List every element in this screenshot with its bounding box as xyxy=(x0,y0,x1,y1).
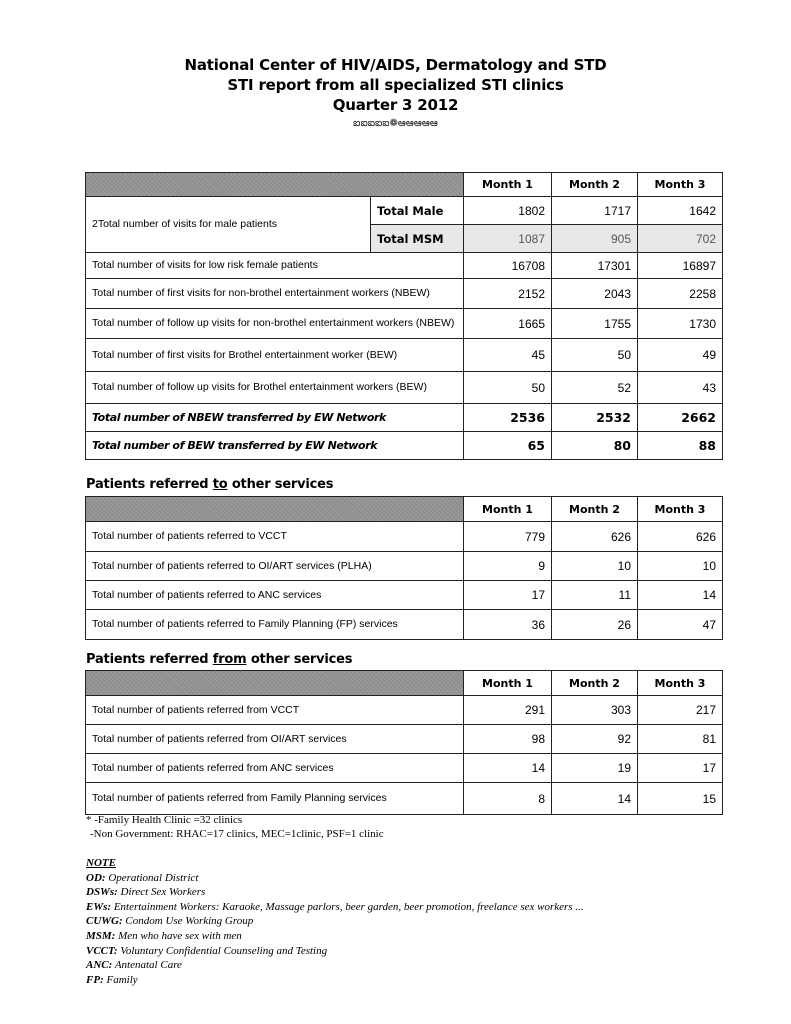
row-label: Total number of patients referred to Family Planning (FP) services xyxy=(86,610,464,640)
value-cell: 2043 xyxy=(552,279,638,309)
report-title-line2: STI report from all specialized STI clinics xyxy=(227,76,564,94)
month-2-header: Month 2 xyxy=(552,497,638,522)
note-item: MSM: Men who have sex with men xyxy=(86,929,242,942)
table-row-total xyxy=(86,404,723,432)
value-cell: 2662 xyxy=(638,404,723,432)
value-cell: 1802 xyxy=(464,197,552,225)
value-cell: 905 xyxy=(552,225,638,253)
note-item: DSWs: Direct Sex Workers xyxy=(86,886,206,899)
table-row xyxy=(86,552,723,581)
value-cell: 626 xyxy=(552,522,638,552)
value-cell: 26 xyxy=(552,610,638,640)
value-cell: 8 xyxy=(464,783,552,815)
row-label: Total number of patients referred from ANC services xyxy=(86,754,464,783)
month-2-header: Month 2 xyxy=(552,173,638,197)
value-cell: 98 xyxy=(464,725,552,754)
footnote-line1: * -Family Health Clinic =32 clinics xyxy=(86,814,243,826)
value-cell: 47 xyxy=(638,610,723,640)
value-cell: 1087 xyxy=(464,225,552,253)
month-1-header: Month 1 xyxy=(464,173,552,197)
section-title-referred-to: Patients referred to other services xyxy=(86,477,334,492)
value-cell: 45 xyxy=(464,339,552,372)
table-row xyxy=(86,783,723,815)
table-header-row xyxy=(86,497,723,522)
value-cell: 702 xyxy=(638,225,723,253)
value-cell: 50 xyxy=(552,339,638,372)
ornament-divider-icon: ఐఐఐఐఐ❁ఆఆఆఆఆ xyxy=(353,118,438,129)
value-cell: 9 xyxy=(464,552,552,581)
month-3-header: Month 3 xyxy=(638,497,723,522)
footnote-line2: -Non Government: RHAC=17 clinics, MEC=1clinic, PSF=1 clinic xyxy=(90,828,384,840)
header-blank-cell xyxy=(86,173,464,197)
report-title-line1: National Center of HIV/AIDS, Dermatology and STD xyxy=(184,56,607,74)
table-row-total xyxy=(86,432,723,460)
report-header xyxy=(0,55,791,131)
table-row xyxy=(86,253,723,279)
visits-table xyxy=(85,172,723,460)
month-1-header: Month 1 xyxy=(464,497,552,522)
value-cell: 49 xyxy=(638,339,723,372)
value-cell: 1755 xyxy=(552,309,638,339)
value-cell: 36 xyxy=(464,610,552,640)
value-cell: 16897 xyxy=(638,253,723,279)
note-item: EWs: Entertainment Workers: Karaoke, Massage parlors, beer garden, beer promotion, freelance sex workers ... xyxy=(86,900,584,913)
note-item: ANC: Antenatal Care xyxy=(86,959,182,972)
value-cell: 779 xyxy=(464,522,552,552)
value-cell: 52 xyxy=(552,372,638,404)
table-row xyxy=(86,279,723,309)
row-label: Total number of visits for low risk female patients xyxy=(86,253,464,279)
table-row xyxy=(86,339,723,372)
value-cell: 16708 xyxy=(464,253,552,279)
value-cell: 14 xyxy=(552,783,638,815)
sub-label-total-msm: Total MSM xyxy=(371,225,464,253)
value-cell: 2536 xyxy=(464,404,552,432)
value-cell: 92 xyxy=(552,725,638,754)
table-row xyxy=(86,581,723,610)
table-header-row xyxy=(86,173,723,197)
value-cell: 15 xyxy=(638,783,723,815)
table-header-row xyxy=(86,671,723,696)
value-cell: 17 xyxy=(464,581,552,610)
table-row xyxy=(86,725,723,754)
row-label: Total number of patients referred from OI/ART services xyxy=(86,725,464,754)
note-item: FP: Family xyxy=(86,973,138,986)
value-cell: 88 xyxy=(638,432,723,460)
sub-label-total-male: Total Male xyxy=(371,197,464,225)
section-title-referred-from: Patients referred from other services xyxy=(86,652,353,667)
value-cell: 80 xyxy=(552,432,638,460)
month-2-header: Month 2 xyxy=(552,671,638,696)
row-label: Total number of NBEW transferred by EW Network xyxy=(86,404,464,432)
row-label: Total number of follow up visits for Brothel entertainment workers (BEW) xyxy=(86,372,464,404)
row-label: Total number of patients referred from Family Planning services xyxy=(86,783,464,815)
value-cell: 1730 xyxy=(638,309,723,339)
row-label: Total number of first visits for Brothel entertainment worker (BEW) xyxy=(86,339,464,372)
row-label: Total number of patients referred from VCCT xyxy=(86,696,464,725)
note-item: OD: Operational District xyxy=(86,871,199,884)
value-cell: 2152 xyxy=(464,279,552,309)
header-blank-cell xyxy=(86,671,464,696)
month-1-header: Month 1 xyxy=(464,671,552,696)
value-cell: 10 xyxy=(638,552,723,581)
table-row xyxy=(86,522,723,552)
value-cell: 17301 xyxy=(552,253,638,279)
row-label: 2Total number of visits for male patients xyxy=(86,197,371,253)
value-cell: 291 xyxy=(464,696,552,725)
row-label: Total number of first visits for non-brothel entertainment workers (NBEW) xyxy=(86,279,464,309)
report-title-line3: Quarter 3 2012 xyxy=(332,96,459,114)
row-label: Total number of patients referred to OI/ART services (PLHA) xyxy=(86,552,464,581)
row-label: Total number of patients referred to ANC services xyxy=(86,581,464,610)
value-cell: 1642 xyxy=(638,197,723,225)
table-row xyxy=(86,372,723,404)
value-cell: 303 xyxy=(552,696,638,725)
value-cell: 1717 xyxy=(552,197,638,225)
table-row xyxy=(86,754,723,783)
header-blank-cell xyxy=(86,497,464,522)
notes-heading: NOTE xyxy=(86,857,116,869)
value-cell: 65 xyxy=(464,432,552,460)
value-cell: 14 xyxy=(464,754,552,783)
notes-block xyxy=(86,856,584,987)
value-cell: 17 xyxy=(638,754,723,783)
table-row xyxy=(86,309,723,339)
table-row xyxy=(86,610,723,640)
table-row xyxy=(86,197,723,225)
referred-to-table xyxy=(85,496,723,640)
month-3-header: Month 3 xyxy=(638,173,723,197)
row-label: Total number of patients referred to VCCT xyxy=(86,522,464,552)
value-cell: 81 xyxy=(638,725,723,754)
value-cell: 1665 xyxy=(464,309,552,339)
value-cell: 50 xyxy=(464,372,552,404)
value-cell: 14 xyxy=(638,581,723,610)
value-cell: 43 xyxy=(638,372,723,404)
referred-from-table xyxy=(85,670,723,815)
value-cell: 19 xyxy=(552,754,638,783)
value-cell: 11 xyxy=(552,581,638,610)
value-cell: 2532 xyxy=(552,404,638,432)
month-3-header: Month 3 xyxy=(638,671,723,696)
value-cell: 10 xyxy=(552,552,638,581)
row-label: Total number of follow up visits for non-brothel entertainment workers (NBEW) xyxy=(86,309,464,339)
table-row xyxy=(86,696,723,725)
value-cell: 626 xyxy=(638,522,723,552)
note-item: VCCT: Voluntary Confidential Counseling and Testing xyxy=(86,944,328,957)
row-label: Total number of BEW transferred by EW Network xyxy=(86,432,464,460)
value-cell: 217 xyxy=(638,696,723,725)
value-cell: 2258 xyxy=(638,279,723,309)
note-item: CUWG: Condom Use Working Group xyxy=(86,915,254,928)
